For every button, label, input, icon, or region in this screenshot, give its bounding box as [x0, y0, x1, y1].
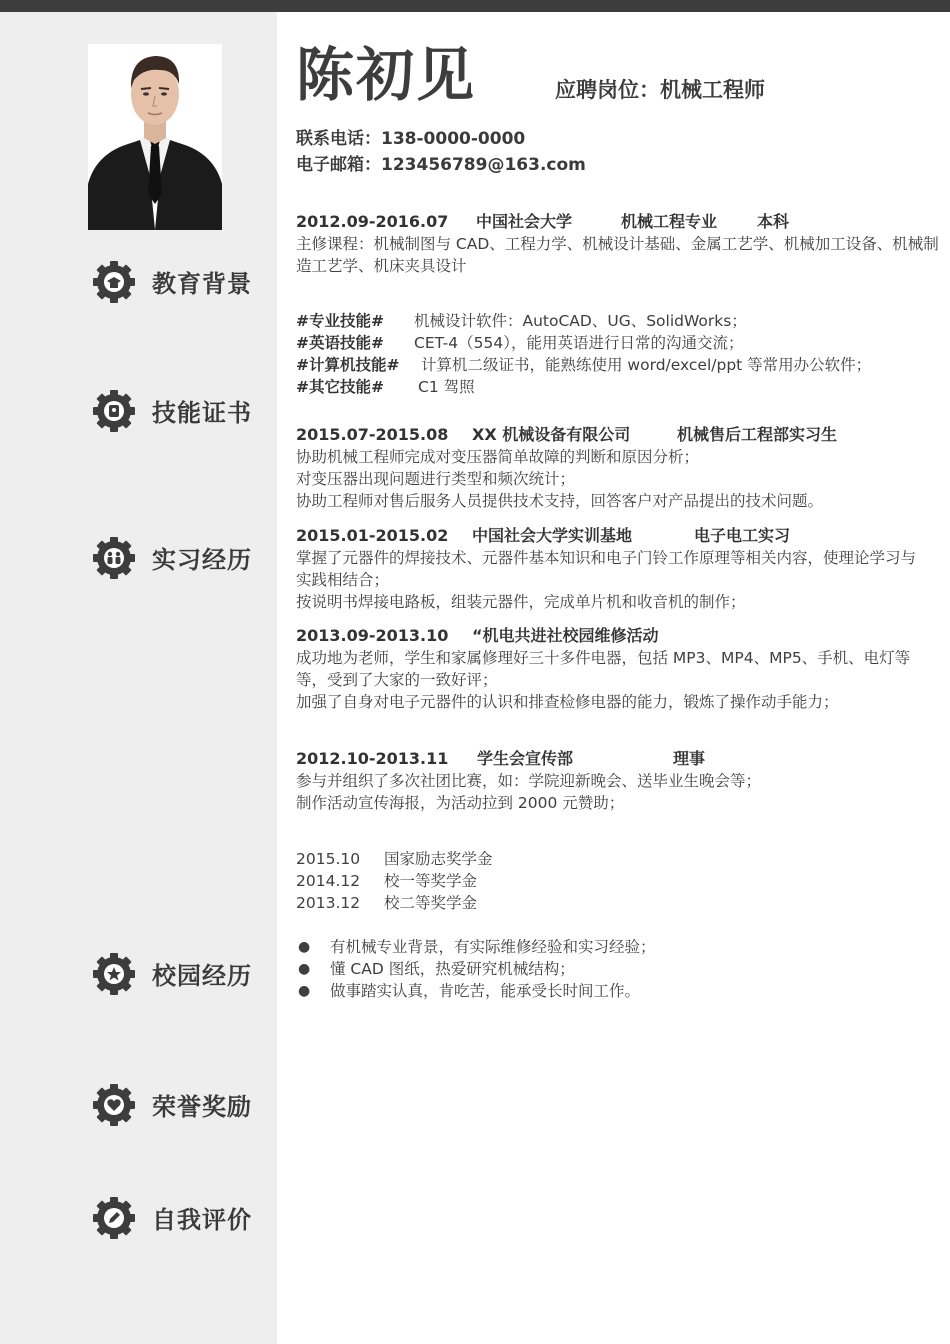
- education-courses: 主修课程：机械制图与 CAD、工程力学、机械设计基础、金属工艺学、机械加工设备、机械制造工艺学、机床夹具设计: [296, 235, 939, 275]
- campus-line: 制作活动宣传海报，为活动拉到 2000 元赞助；: [296, 794, 625, 812]
- education-period: 2012.09-2016.07: [296, 212, 449, 231]
- internship-line: 加强了自身对电子元器件的认识和排查检修电器的能力，锻炼了操作动手能力；: [296, 693, 839, 711]
- internship-role: 机械售后工程部实习生: [677, 425, 838, 444]
- skills-block: [296, 310, 936, 398]
- internship-org: XX 机械设备有限公司: [472, 425, 631, 444]
- section-education: [90, 258, 270, 308]
- honor-title: 国家励志奖学金: [384, 850, 493, 868]
- top-bar: [0, 0, 950, 12]
- internship-role: 电子电工实习: [694, 526, 791, 545]
- evaluation-item: [296, 958, 936, 980]
- internship-line: 按说明书焊接电路板，组装元器件，完成单片机和收音机的制作；: [296, 593, 746, 611]
- honor-title: 校二等奖学金: [384, 894, 478, 912]
- section-label: 技能证书: [152, 399, 252, 427]
- honor-row: [296, 892, 936, 914]
- bullet-icon: ●: [298, 983, 311, 999]
- skill-row: [296, 376, 936, 398]
- graduation-icon: [90, 258, 138, 306]
- phone-text: 联系电话：138-0000-0000: [296, 129, 526, 149]
- skill-key: #计算机技能#: [296, 356, 400, 374]
- internship-block: [296, 525, 936, 613]
- skill-key: #其它技能#: [296, 378, 384, 396]
- internship-org: 中国社会大学实训基地: [472, 526, 633, 545]
- star-icon: [90, 950, 138, 998]
- campus-period: 2012.10-2013.11: [296, 749, 449, 768]
- education-major: 机械工程专业: [621, 212, 718, 231]
- profile-photo: [88, 44, 222, 230]
- internship-line: 对变压器出现问题进行类型和频次统计；: [296, 470, 576, 488]
- evaluation-text: 有机械专业背景，有实际维修经验和实习经验；: [330, 938, 656, 956]
- skill-key: #专业技能#: [296, 312, 384, 330]
- honors-block: [296, 848, 936, 914]
- internship-period: 2013.09-2013.10: [296, 626, 449, 645]
- skill-value: 机械设计软件：AutoCAD、UG、SolidWorks；: [414, 312, 747, 330]
- campus-block: [296, 748, 936, 814]
- honor-date: 2013.12: [296, 894, 361, 912]
- section-internship: [90, 534, 270, 584]
- section-skills: [90, 387, 270, 437]
- evaluation-item: [296, 936, 936, 958]
- campus-org: 学生会宣传部: [477, 749, 574, 768]
- portrait-illustration: [88, 44, 222, 230]
- section-label: 校园经历: [152, 962, 252, 990]
- skill-key: #英语技能#: [296, 334, 384, 352]
- internship-org: “机电共进社校园维修活动: [472, 626, 659, 645]
- internship-line: 协助工程师对售后服务人员提供技术支持，回答客户对产品提出的技术问题。: [296, 492, 824, 510]
- evaluation-item: [296, 980, 936, 1002]
- honor-date: 2015.10: [296, 850, 361, 868]
- section-evaluation: [90, 1194, 270, 1244]
- section-honors: [90, 1081, 270, 1131]
- campus-header: [296, 748, 936, 770]
- honor-title: 校一等奖学金: [384, 872, 478, 890]
- email-text: 电子邮箱：123456789@163.com: [296, 155, 586, 175]
- pen-icon: [90, 1194, 138, 1242]
- education-school: 中国社会大学: [476, 212, 573, 231]
- internship-period: 2015.01-2015.02: [296, 526, 449, 545]
- internship-line: 掌握了元器件的焊接技术、元器件基本知识和电子门铃工作原理等相关内容，使理论学习与实践相结合；: [296, 549, 917, 589]
- section-label: 实习经历: [152, 546, 252, 574]
- section-label: 教育背景: [152, 270, 252, 298]
- people-icon: [90, 534, 138, 582]
- heart-icon: [90, 1081, 138, 1129]
- internship-block: [296, 625, 936, 713]
- applied-position: 应聘岗位：机械工程师: [555, 78, 765, 102]
- certificate-icon: [90, 387, 138, 435]
- skill-value: 计算机二级证书，能熟练使用 word/excel/ppt 等常用办公软件；: [421, 356, 872, 374]
- internship-header: [296, 625, 936, 647]
- internship-period: 2015.07-2015.08: [296, 425, 449, 444]
- evaluation-text: 做事踏实认真，肯吃苦，能承受长时间工作。: [330, 982, 641, 1000]
- internship-line: 协助机械工程师完成对变压器简单故障的判断和原因分析；: [296, 448, 700, 466]
- bullet-icon: ●: [298, 961, 311, 977]
- section-label: 荣誉奖励: [152, 1093, 252, 1121]
- skill-row: [296, 332, 936, 354]
- education-degree: 本科: [757, 212, 790, 231]
- evaluation-block: [296, 936, 936, 1002]
- honor-row: [296, 870, 936, 892]
- evaluation-text: 懂 CAD 图纸，热爱研究机械结构；: [330, 960, 575, 978]
- internship-header: [296, 424, 936, 446]
- section-label: 自我评价: [152, 1206, 252, 1234]
- campus-role: 理事: [673, 749, 706, 768]
- honor-date: 2014.12: [296, 872, 361, 890]
- internship-line: 成功地为老师，学生和家属修理好三十多件电器，包括 MP3、MP4、MP5、手机、电灯等等，受到了大家的一致好评；: [296, 649, 911, 689]
- internship-header: [296, 525, 936, 547]
- education-block: [296, 211, 939, 277]
- honor-row: [296, 848, 936, 870]
- skill-value: CET-4（554），能用英语进行日常的沟通交流；: [414, 334, 744, 352]
- skill-row: [296, 310, 936, 332]
- skill-value: C1 驾照: [418, 378, 475, 396]
- campus-line: 参与并组织了多次社团比赛，如：学院迎新晚会、送毕业生晚会等；: [296, 772, 762, 790]
- skill-row: [296, 354, 936, 376]
- section-campus: [90, 950, 270, 1000]
- candidate-name: 陈初见: [296, 41, 477, 109]
- education-header: [296, 211, 936, 233]
- internship-block: [296, 424, 936, 512]
- bullet-icon: ●: [298, 939, 311, 955]
